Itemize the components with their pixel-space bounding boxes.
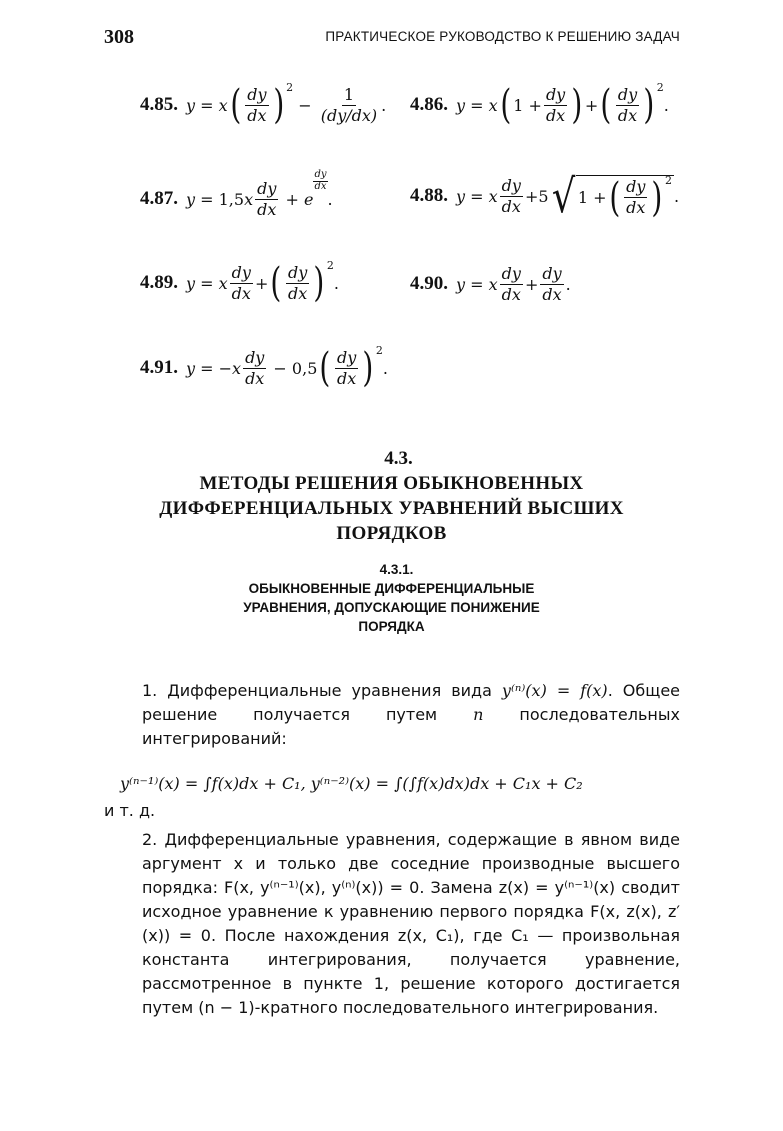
exercise-4-88 [410, 169, 680, 223]
exercise-number: 4.85. [140, 94, 178, 115]
exercise-number: 4.90. [410, 273, 448, 295]
paragraph-2 [104, 828, 680, 1020]
exercise-formula: y = x $\frac{dy}{dx}$ + $\frac{dy}{dx}$ . [456, 264, 571, 304]
exercise-formula: y = 1,5 x $\frac{dy}{dx}$ + e $\frac{dy}{dx}$ . [186, 169, 333, 219]
exercise-4-90 [410, 265, 571, 303]
paragraph-1 [104, 679, 680, 751]
exercise-number: 4.88. [410, 185, 448, 206]
integration-formula: y⁽ⁿ⁻¹⁾(x) = ∫f(x)dx + C₁, y⁽ⁿ⁻²⁾(x) = ∫(∫f(x)dx)dx + C₁x + C₂ [120, 774, 583, 793]
exercise-number: 4.89. [140, 272, 178, 293]
section-heading [0, 447, 783, 546]
exercise-number: 4.87. [140, 188, 178, 210]
paragraph-1-text: 1. Дифференциальные уравнения вида y⁽ⁿ⁾(x) = f(x). Общее решение получается путем n последовательных интегрирований: [142, 681, 681, 748]
exercise-formula: y = x $\frac{dy}{dx}$ +5 √ 1 + ( $\frac{dy}{dx}$ ) 2 . [456, 169, 680, 223]
running-title: ПРАКТИЧЕСКОЕ РУКОВОДСТВО К РЕШЕНИЮ ЗАДАЧ [325, 29, 680, 44]
subsection-title: ОБЫКНОВЕННЫЕ ДИФФЕРЕНЦИАЛЬНЫЕ УРАВНЕНИЯ, ДОПУСКАЮЩИЕ ПОНИЖЕНИЕ ПОРЯДКА [243, 581, 540, 634]
paragraph-2-text: 2. Дифференциальные уравнения, содержащие в явном виде аргумент x и только две соседние производные высшего порядка: F(x, y⁽ⁿ⁻¹⁾(x), y⁽ⁿ⁾(x)) = 0. Замена z(x) = y⁽ⁿ⁻¹⁾(x) сводит исходное уравнение к уравнению первого порядка F(x, z(x), z′(x)) = 0. После нахождения z(x, C₁), где C₁ — произвольная константа интегрирования, получается уравнение, рассмотренное в пункте 1, решение которого достигается путем (n − 1)-кратного последовательного интегрирования. [142, 830, 680, 1017]
section-number: 4.3. [384, 448, 413, 469]
page-header [104, 26, 680, 48]
exercise-formula: y = x $\frac{dy}{dx}$ + ( $\frac{dy}{dx}$ ) 2 . [186, 259, 339, 306]
exercise-list [140, 81, 700, 415]
subsection-heading [0, 560, 783, 636]
exercise-number: 4.86. [410, 94, 448, 115]
exercise-4-91 [140, 344, 388, 391]
exercise-4-86 [410, 81, 669, 128]
exercise-number: 4.91. [140, 357, 178, 378]
exercise-formula: y = x ( $\frac{dy}{dx}$ ) 2 − $\frac{1}{(dy/dx)}$ . [186, 81, 387, 128]
exercise-4-85 [140, 81, 387, 128]
exercise-4-89 [140, 259, 339, 306]
page-number: 308 [104, 26, 134, 48]
exercise-formula: y = x ( 1 + $\frac{dy}{dx}$ ) + ( $\frac{dy}{dx}$ ) 2 . [456, 81, 669, 128]
etc-text: и т. д. [104, 801, 156, 820]
section-title: МЕТОДЫ РЕШЕНИЯ ОБЫКНОВЕННЫХ ДИФФЕРЕНЦИАЛЬНЫХ УРАВНЕНИЙ ВЫСШИХ ПОРЯДКОВ [159, 473, 624, 544]
exercise-formula: y = − x $\frac{dy}{dx}$ − 0,5 ( $\frac{dy}{dx}$ ) 2 . [186, 344, 388, 391]
subsection-number: 4.3.1. [379, 562, 414, 577]
exercise-4-87 [140, 169, 333, 219]
